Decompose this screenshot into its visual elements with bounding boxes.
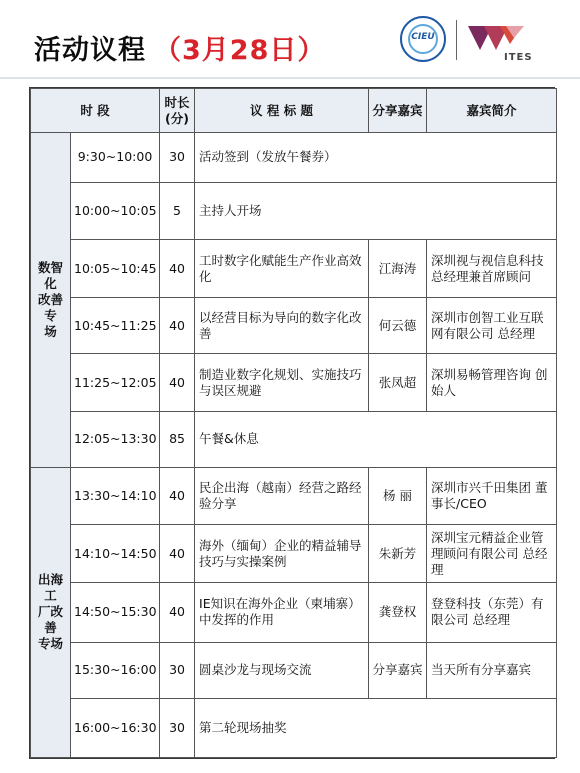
row-time: 14:50~15:30: [71, 582, 160, 642]
table-row: [31, 412, 557, 468]
row-duration: 5: [160, 182, 195, 240]
table-row: [31, 240, 557, 298]
row-topic: 午餐&休息: [195, 412, 557, 468]
col-header-speaker: 分享嘉宾: [369, 89, 427, 133]
row-duration: 40: [160, 582, 195, 642]
row-duration: 40: [160, 525, 195, 583]
row-time: 14:10~14:50: [71, 525, 160, 583]
header-divider: [0, 77, 580, 79]
page-header: [0, 0, 580, 80]
row-time: 16:00~16:30: [71, 699, 160, 758]
row-speaker: 江海涛: [369, 240, 427, 298]
row-topic: 主持人开场: [195, 182, 557, 240]
table-row: [31, 297, 557, 354]
ites-logo-text: ITES: [504, 52, 533, 63]
table-row: [31, 642, 557, 699]
section-label: 出海工 厂改善 专场: [31, 467, 71, 757]
row-bio: 当天所有分享嘉宾: [427, 642, 557, 699]
col-header-duration: 时长 (分): [160, 89, 195, 133]
row-topic: 活动签到（发放午餐券）: [195, 133, 557, 183]
row-topic: IE知识在海外企业（柬埔寨）中发挥的作用: [195, 582, 369, 642]
row-speaker: 张凤超: [369, 354, 427, 412]
row-speaker: 龚登权: [369, 582, 427, 642]
row-speaker: 朱新芳: [369, 525, 427, 583]
table-row: [31, 582, 557, 642]
row-time: 10:45~11:25: [71, 297, 160, 354]
row-duration: 40: [160, 240, 195, 298]
row-speaker: 分享嘉宾: [369, 642, 427, 699]
row-topic: 制造业数字化规划、实施技巧与误区规避: [195, 354, 369, 412]
row-bio: 深圳市兴千田集团 董事长/CEO: [427, 467, 557, 525]
row-time: 12:05~13:30: [71, 412, 160, 468]
row-duration: 30: [160, 642, 195, 699]
row-topic: 第二轮现场抽奖: [195, 699, 557, 758]
section-label: 数智化 改善专 场: [31, 133, 71, 468]
row-duration: 40: [160, 467, 195, 525]
row-duration: 30: [160, 699, 195, 758]
table-row: [31, 467, 557, 525]
table-row: [31, 525, 557, 583]
row-bio: 深圳易畅管理咨询 创始人: [427, 354, 557, 412]
table-row: [31, 354, 557, 412]
table-row: [31, 699, 557, 758]
row-topic: 圆桌沙龙与现场交流: [195, 642, 369, 699]
row-duration: 30: [160, 133, 195, 183]
row-bio: 深圳宝元精益企业管理顾问有限公司 总经理: [427, 525, 557, 583]
row-time: 11:25~12:05: [71, 354, 160, 412]
cieu-logo: [400, 16, 446, 62]
row-duration: 40: [160, 354, 195, 412]
row-time: 13:30~14:10: [71, 467, 160, 525]
row-speaker: 何云德: [369, 297, 427, 354]
logo-group: [400, 16, 550, 66]
col-header-time: 时 段: [31, 89, 160, 133]
row-bio: 登登科技（东莞）有限公司 总经理: [427, 582, 557, 642]
col-header-topic: 议 程 标 题: [195, 89, 369, 133]
title-text: 活动议程: [34, 35, 146, 66]
table-row: [31, 182, 557, 240]
row-topic: 工时数字化赋能生产作业高效化: [195, 240, 369, 298]
row-duration: 40: [160, 297, 195, 354]
row-time: 9:30~10:00: [71, 133, 160, 183]
row-time: 10:00~10:05: [71, 182, 160, 240]
logo-divider: [456, 20, 457, 60]
col-header-bio: 嘉宾简介: [427, 89, 557, 133]
row-bio: 深圳视与视信息科技总经理兼首席顾问: [427, 240, 557, 298]
table-row: [31, 133, 557, 183]
table-header-row: [31, 89, 557, 133]
agenda-table: [30, 88, 557, 758]
row-topic: 以经营目标为导向的数字化改善: [195, 297, 369, 354]
row-speaker: 杨 丽: [369, 467, 427, 525]
row-topic: 民企出海（越南）经营之路经验分享: [195, 467, 369, 525]
row-bio: 深圳市创智工业互联网有限公司 总经理: [427, 297, 557, 354]
row-time: 10:05~10:45: [71, 240, 160, 298]
row-time: 15:30~16:00: [71, 642, 160, 699]
row-topic: 海外（缅甸）企业的精益辅导技巧与实操案例: [195, 525, 369, 583]
ites-logo-icon: [466, 22, 526, 52]
agenda-table-frame: [29, 87, 555, 759]
cieu-logo-text: CIEU: [411, 32, 435, 42]
row-duration: 85: [160, 412, 195, 468]
page-title: [34, 28, 325, 67]
title-date: （3月28日）: [154, 35, 326, 66]
